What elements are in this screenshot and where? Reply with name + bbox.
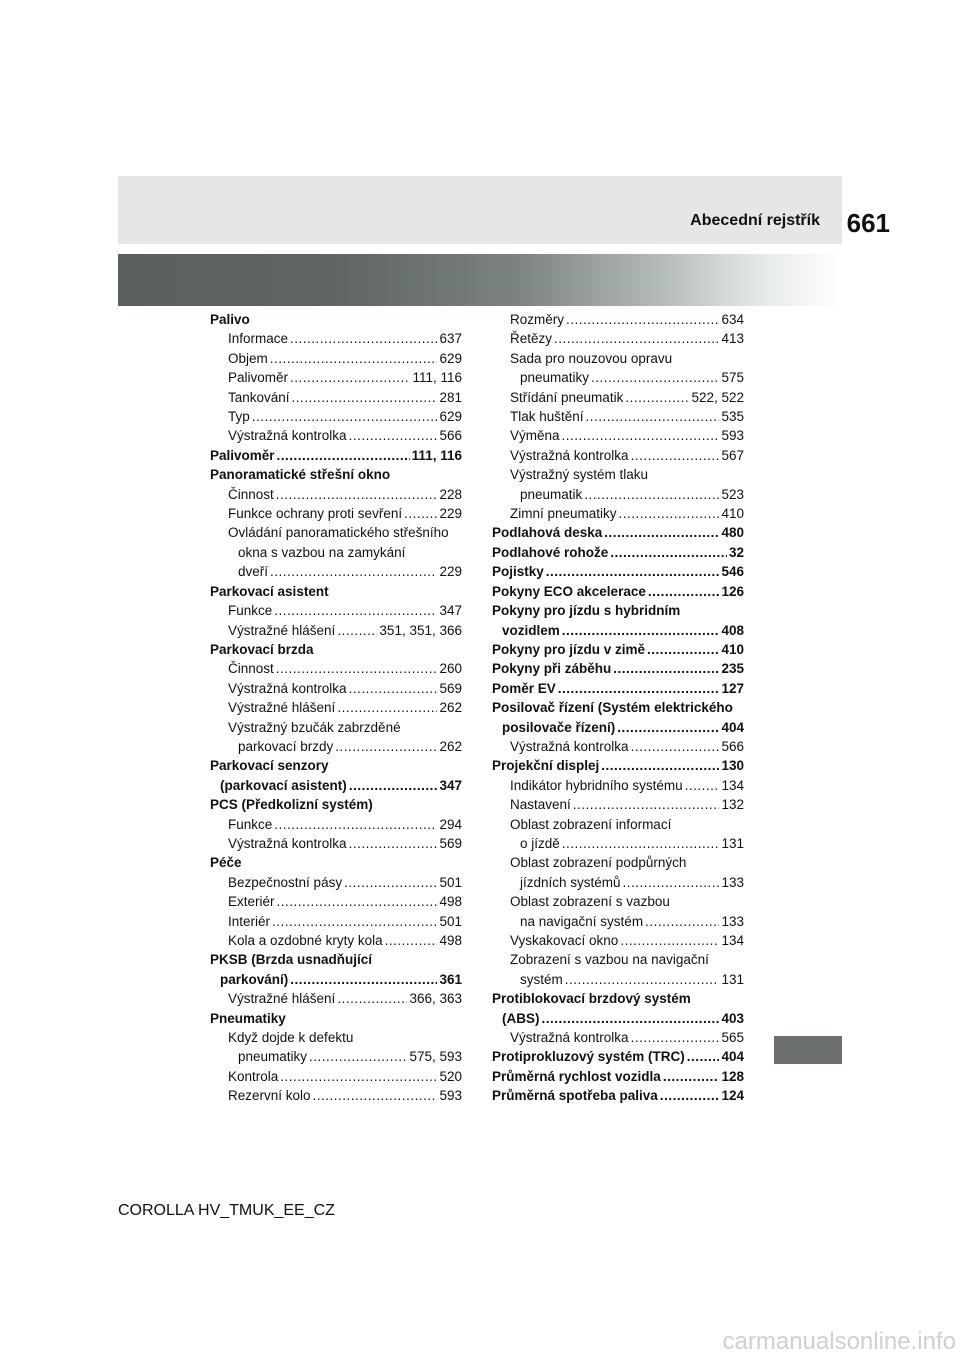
index-entry-text: Sada pro nouzovou opravu xyxy=(510,350,673,366)
index-entry: Nastavení ..... 132 xyxy=(492,795,744,814)
index-entry: Indikátor hybridního systému ..... 134 xyxy=(492,776,744,795)
index-entry: Výstražná kontrolka ..... 567 xyxy=(492,446,744,465)
chapter-tab xyxy=(774,1036,842,1064)
index-heading: Parkovací senzory xyxy=(210,758,329,774)
index-entry: Palivoměr ..... 111, 116 xyxy=(210,368,462,387)
index-entry-text: Oblast zobrazení podpůrných xyxy=(510,855,687,871)
index-entry: Výstražná kontrolka ..... 565 xyxy=(492,1028,744,1047)
index-heading-entry: (ABS) ..... 403 xyxy=(492,1009,744,1028)
index-entry: Řetězy ..... 413 xyxy=(492,329,744,348)
decorative-band xyxy=(118,254,842,306)
index-entry: Výstražné hlášení ..... 351, 351, 366 xyxy=(210,621,462,640)
index-heading-entry: Průměrná rychlost vozidla ..... 128 xyxy=(492,1067,744,1086)
index-heading: Pneumatiky xyxy=(210,1010,286,1026)
index-entry: Výměna ..... 593 xyxy=(492,426,744,445)
index-heading: Pokyny pro jízdu s hybridním xyxy=(492,603,681,619)
index-entry: Výstražná kontrolka ..... 569 xyxy=(210,679,462,698)
index-heading-entry: Poměr EV ..... 127 xyxy=(492,679,744,698)
index-entry: Typ ..... 629 xyxy=(210,407,462,426)
index-entry: Výstražné hlášení ..... 366, 363 xyxy=(210,989,462,1008)
index-entry-text: Výstražný bzučák zabrzděné xyxy=(228,719,401,735)
index-entry: Informace ..... 637 xyxy=(210,329,462,348)
index-entry-text: okna s vazbou na zamykání xyxy=(238,544,406,560)
index-entry: pneumatik ..... 523 xyxy=(492,485,744,504)
index-entry: o jízdě ..... 131 xyxy=(492,834,744,853)
index-entry: Tlak huštění ..... 535 xyxy=(492,407,744,426)
index-entry: Interiér ..... 501 xyxy=(210,912,462,931)
index-heading: Protiblokovací brzdový systém xyxy=(492,991,691,1007)
index-entry: Činnost ..... 260 xyxy=(210,659,462,678)
index-entry-text: Výstražný systém tlaku xyxy=(510,467,649,483)
index-heading-entry: Projekční displej ..... 130 xyxy=(492,756,744,775)
index-heading-entry: Pokyny pro jízdu v zimě ..... 410 xyxy=(492,640,744,659)
index-entry: na navigační systém ..... 133 xyxy=(492,912,744,931)
index-entry: Exteriér ..... 498 xyxy=(210,892,462,911)
index-column-right xyxy=(492,310,744,1106)
index-entry: Zimní pneumatiky ..... 410 xyxy=(492,504,744,523)
index-entry-text: Když dojde k defektu xyxy=(228,1030,354,1046)
index-heading-entry: Pokyny při záběhu ..... 235 xyxy=(492,659,744,678)
index-entry: Bezpečnostní pásy ..... 501 xyxy=(210,873,462,892)
index-entry: Funkce ochrany proti sevření ..... 229 xyxy=(210,504,462,523)
index-entry-text: Oblast zobrazení s vazbou xyxy=(510,894,670,910)
index-entry: pneumatiky ..... 575, 593 xyxy=(210,1047,462,1066)
index-heading: Parkovací brzda xyxy=(210,641,314,657)
index-entry: Výstražná kontrolka ..... 566 xyxy=(210,426,462,445)
index-entry: Činnost ..... 228 xyxy=(210,485,462,504)
index-heading-entry: Palivoměr ..... 111, 116 xyxy=(210,446,462,465)
index-heading: Péče xyxy=(210,855,242,871)
index-entry: Objem ..... 629 xyxy=(210,349,462,368)
index-heading-entry: Průměrná spotřeba paliva ..... 124 xyxy=(492,1086,744,1105)
index-entry: parkovací brzdy ..... 262 xyxy=(210,737,462,756)
index-heading-entry: Protiprokluzový systém (TRC) ..... 404 xyxy=(492,1047,744,1066)
index-entry: Kontrola ..... 520 xyxy=(210,1067,462,1086)
index-heading-entry: Podlahové rohože ..... 32 xyxy=(492,543,744,562)
index-column-left xyxy=(210,310,462,1106)
index-entry-text: Ovládání panoramatického střešního xyxy=(228,525,449,541)
index-entry-text: Zobrazení s vazbou na navigační xyxy=(510,952,709,968)
index-heading: Palivo xyxy=(210,312,250,327)
index-heading-entry: posilovače řízení) ..... 404 xyxy=(492,718,744,737)
footer-model-code: COROLLA HV_TMUK_EE_CZ xyxy=(118,1202,335,1219)
index-heading: Parkovací asistent xyxy=(210,583,329,599)
section-title: Abecední rejstřík xyxy=(690,212,820,229)
index-heading: Posilovač řízení (Systém elektrického xyxy=(492,700,733,716)
index-entry: Funkce ..... 347 xyxy=(210,601,462,620)
index-heading-entry: parkování) ..... 361 xyxy=(210,970,462,989)
index-heading: Panoramatické střešní okno xyxy=(210,467,391,483)
index-heading-entry: Pokyny ECO akcelerace ..... 126 xyxy=(492,582,744,601)
index-entry: dveří ..... 229 xyxy=(210,562,462,581)
index-heading-entry: Podlahová deska ..... 480 xyxy=(492,523,744,542)
header-bar xyxy=(118,176,842,244)
index-entry: Rezervní kolo ..... 593 xyxy=(210,1086,462,1105)
index-heading-entry: (parkovací asistent) ..... 347 xyxy=(210,776,462,795)
index-heading: PKSB (Brzda usnadňující xyxy=(210,952,373,968)
watermark: carmanualsonline.info xyxy=(722,1328,956,1355)
index-heading: PCS (Předkolizní systém) xyxy=(210,797,373,813)
index-entry-text: Oblast zobrazení informací xyxy=(510,816,672,832)
index-entry: systém ..... 131 xyxy=(492,970,744,989)
index-entry: jízdních systémů ..... 133 xyxy=(492,873,744,892)
index-heading-entry: vozidlem ..... 408 xyxy=(492,621,744,640)
index-entry: Kola a ozdobné kryty kola ..... 498 xyxy=(210,931,462,950)
index-entry: Funkce ..... 294 xyxy=(210,815,462,834)
index-entry: Výstražné hlášení ..... 262 xyxy=(210,698,462,717)
index-entry: Střídání pneumatik ..... 522, 522 xyxy=(492,388,744,407)
index-entry: Výstražná kontrolka ..... 569 xyxy=(210,834,462,853)
index-entry: pneumatiky ..... 575 xyxy=(492,368,744,387)
index-heading-entry: Pojistky ..... 546 xyxy=(492,562,744,581)
index-entry: Tankování ..... 281 xyxy=(210,388,462,407)
index-entry: Vyskakovací okno ..... 134 xyxy=(492,931,744,950)
index-entry: Rozměry ..... 634 xyxy=(492,310,744,329)
page-number: 661 xyxy=(846,208,890,238)
index-entry: Výstražná kontrolka ..... 566 xyxy=(492,737,744,756)
